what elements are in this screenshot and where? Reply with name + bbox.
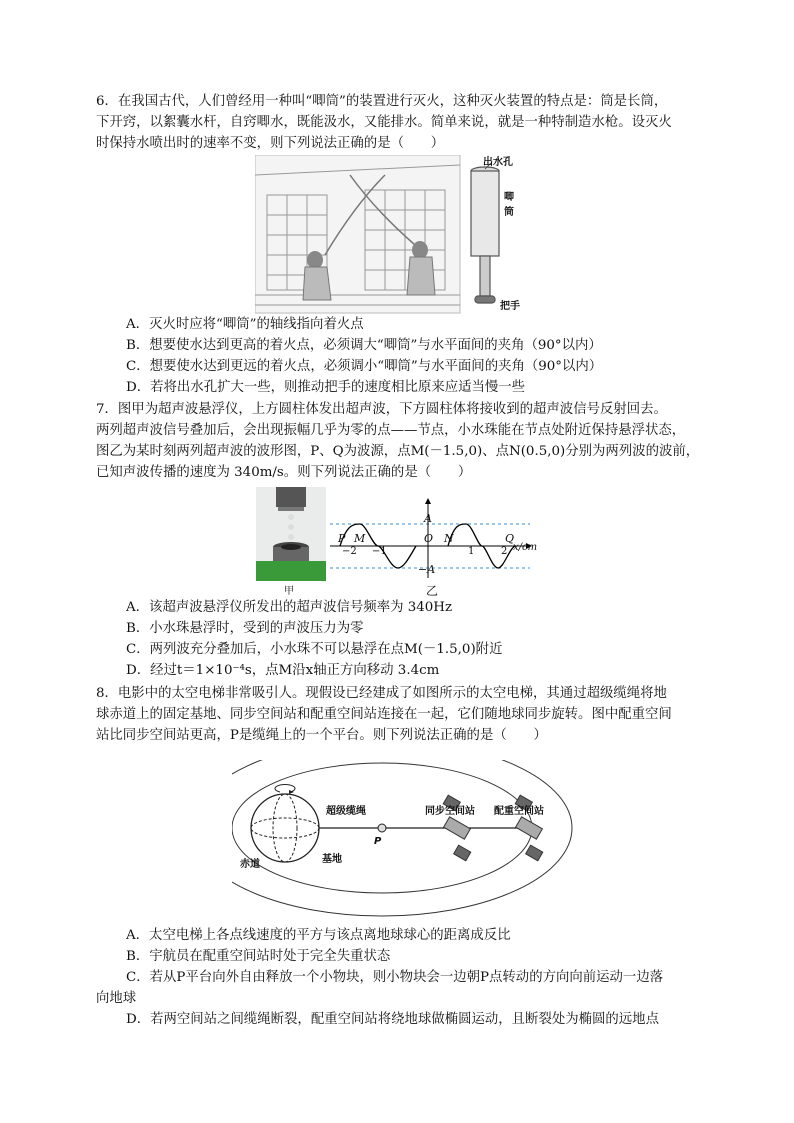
q6-figure [255,155,525,315]
q7-stem-line-3: 图乙为某时刻两列超声波的波形图，P、Q为波源，点M(－1.5,0)、点N(0.5,0)分别为两列波的波前， [96,444,700,459]
q6-label-tube-1: 唧 [504,192,514,203]
q7-option-a: A．该超声波悬浮仪所发出的超声波信号频率为 340Hz [126,600,453,615]
q7-tick-minus-2: −2 [342,546,357,557]
q8-option-c-continued: 向地球 [96,991,137,1006]
q8-stem-line-1: 8．电影中的太空电梯非常吸引人。现假设已经建成了如图所示的太空电梯，其通过超级缆绳将地 [96,686,667,701]
q7-tick-2: 2 [501,546,508,557]
q6-option-d: D．若将出水孔扩大一些，则推动把手的速度相比原来应适当慢一些 [126,380,526,395]
q8-option-a: A．太空电梯上各点线速度的平方与该点离地球球心的距离成反比 [126,928,511,943]
q7-label-point-m: M [354,532,366,545]
q8-label-equator: 赤道 [240,859,260,870]
q6-option-a: A．灭火时应将“唧筒”的轴线指向着火点 [126,317,364,332]
q6-label-tube-2: 筒 [504,207,514,218]
q8-figure-space-elevator [232,760,577,920]
q6-label-handle: 把手 [500,301,520,312]
q7-label-source-p: P [338,532,346,545]
q8-option-d: D．若两空间站之间缆绳断裂，配重空间站将绕地球做椭圆运动，且断裂处为椭圆的远地点 [126,1012,659,1027]
q7-label-amp-negA: −A [418,563,436,576]
q6-stem-line-3: 时保持水喷出时的速率不变，则下列说法正确的是（ ） [96,136,445,151]
q7-option-c: C．两列波充分叠加后，小水珠不可以悬浮在点M(－1.5,0)附近 [126,642,503,657]
q8-stem-line-3: 站比同步空间站更高，P是缆绳上的一个平台。则下列说法正确的是（ ） [96,728,547,743]
q7-label-amp-A: A [424,512,432,525]
q7-label-origin: O [424,532,434,545]
q8-option-c: C．若从P平台向外自由释放一个小物块，则小物块会一边朝P点转动的方向向前运动一边落 [126,970,664,985]
q6-stem-line-2: 下开窍，以絮囊水杆，自窍唧水，既能汲水，又能排水。简单来说，就是一种特制造水枪。设灭火 [96,115,672,130]
q7-label-point-n: N [444,532,454,545]
q7-label-source-q: Q [505,532,515,545]
q8-label-sync-station: 同步空间站 [425,806,475,817]
q7-tick-1: 1 [468,546,475,557]
q7-stem-line-2: 两列超声波信号叠加后，会出现振幅几乎为零的点——节点，小水珠能在节点处附近保持悬浮状态， [96,423,686,438]
q6-option-c: C．想要使水达到更远的着火点，必须调小“唧筒”与水平面间的夹角（90°以内） [126,359,603,374]
q7-figure-levitator [256,487,326,581]
q7-x-axis-label: x/cm [513,542,538,553]
q7-tick-minus-1: −1 [372,546,387,557]
q8-stem-line-2: 球赤道上的固定基地、同步空间站和配重空间站连接在一起，它们随地球同步旋转。图中配重空间 [96,707,672,722]
q7-stem-line-1: 7．图甲为超声波悬浮仪，上方圆柱体发出超声波，下方圆柱体将接收到的超声波信号反射回去。 [96,402,667,417]
q6-option-b: B．想要使水达到更高的着火点，必须调大“唧筒”与水平面间的夹角（90°以内） [126,338,602,353]
q8-label-counter-station: 配重空间站 [494,806,544,817]
q7-label-yi: 乙 [426,584,439,598]
q6-label-outlet: 出水孔 [483,157,513,168]
q8-label-cable: 超级缆绳 [326,806,366,817]
q7-stem-line-4: 已知声波传播的速度为 340m/s。则下列说法正确的是（ ） [96,465,472,480]
q7-option-b: B．小水珠悬浮时，受到的声波压力为零 [126,621,364,636]
q8-label-base: 基地 [322,854,342,865]
q7-label-jia: 甲 [284,586,294,597]
q6-stem-line-1: 6．在我国古代，人们曾经用一种叫“唧筒”的装置进行灭火，这种灭火装置的特点是：筒是长筒， [96,94,668,109]
q7-option-d: D．经过t＝1×10⁻⁴s，点M沿x轴正方向移动 3.4cm [126,663,440,678]
q8-label-platform-p: P [374,836,382,847]
q8-option-b: B．宇航员在配重空间站时处于完全失重状态 [126,949,391,964]
